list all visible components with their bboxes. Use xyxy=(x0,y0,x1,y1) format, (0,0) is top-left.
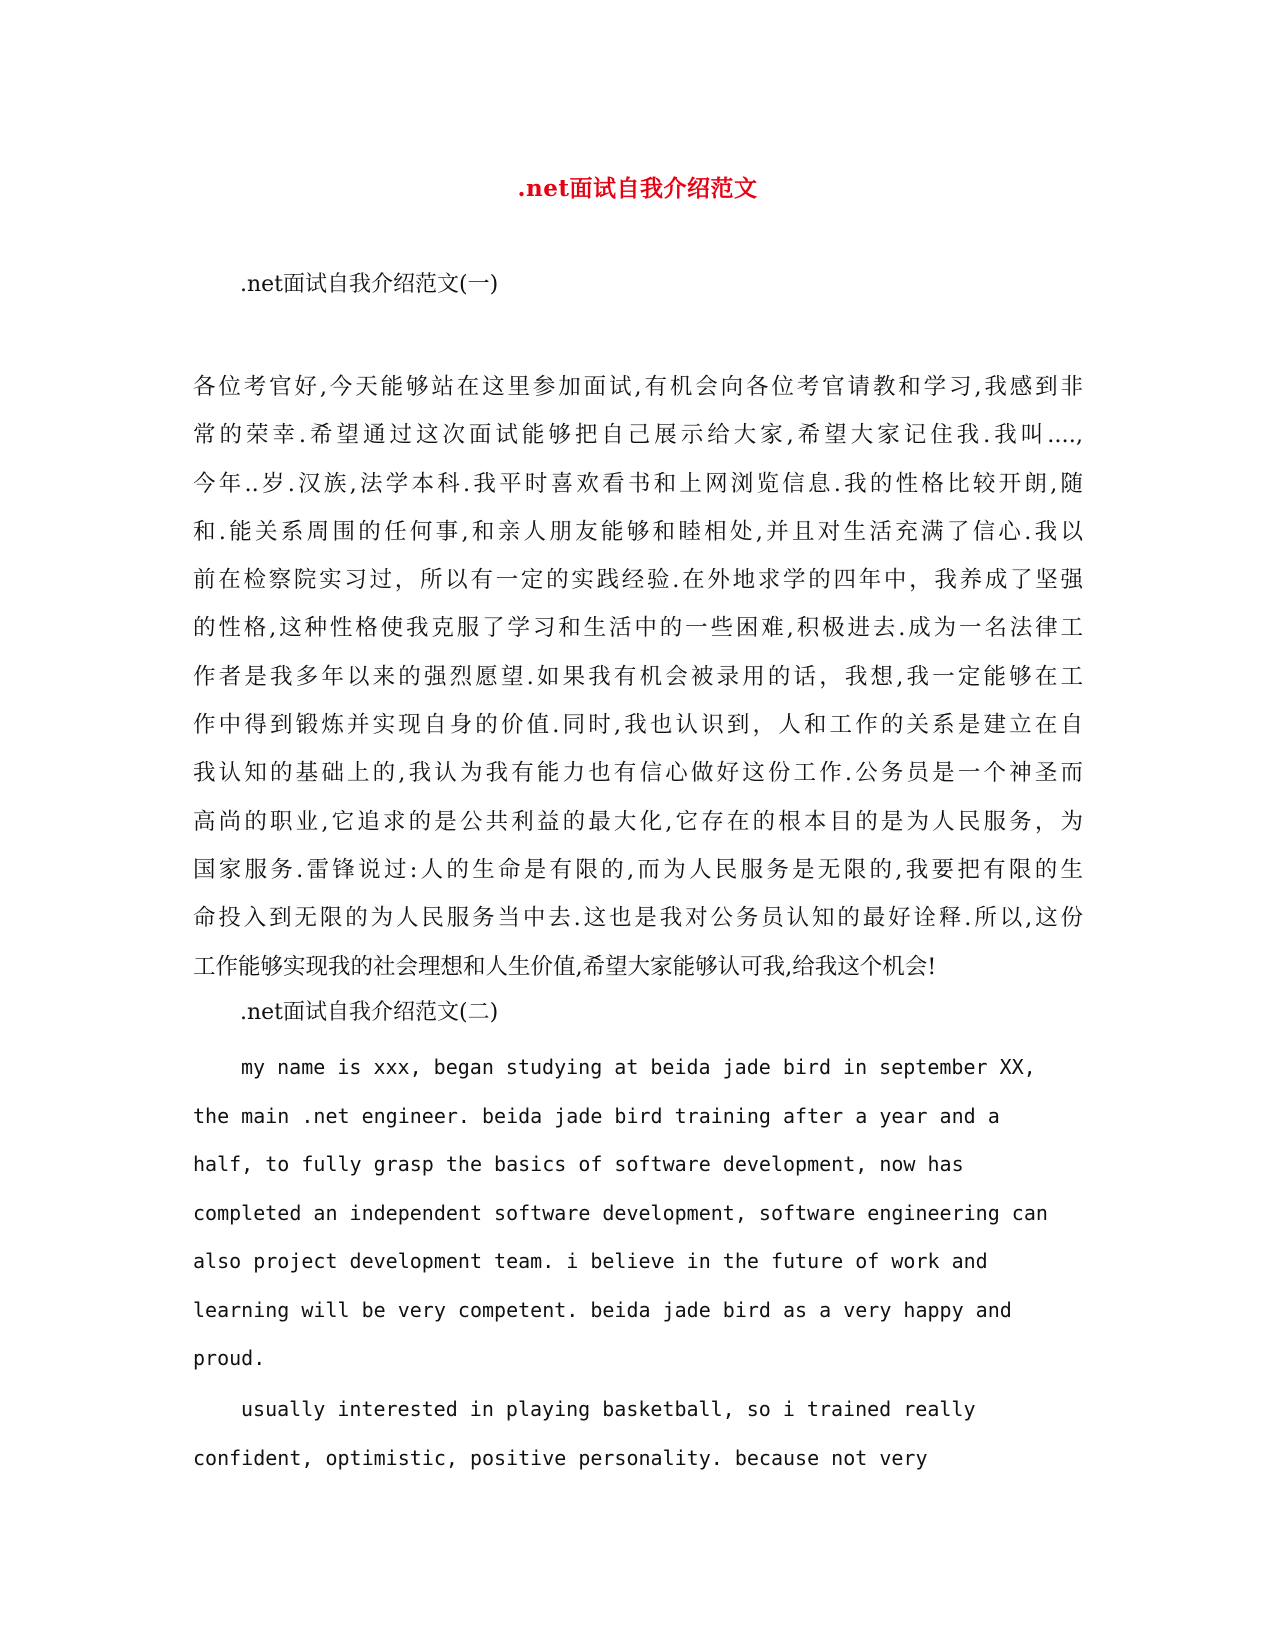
section-heading-2: .net面试自我介绍范文(二) xyxy=(240,1000,499,1025)
paragraph-line: proud. xyxy=(193,1346,266,1370)
section-heading-1: .net面试自我介绍范文(一) xyxy=(240,272,499,297)
paragraph-line: confident, optimistic, positive personality. because not very xyxy=(193,1445,928,1470)
paragraph-line: my name is xxx, began studying at beida jade bird in september XX, xyxy=(241,1055,1036,1079)
paragraph-line: 高尚的职业,它追求的是公共利益的最大化,它存在的根本目的是为人民服务，为 xyxy=(193,808,1083,835)
paragraph-line: 前在检察院实习过，所以有一定的实践经验.在外地求学的四年中，我养成了坚强 xyxy=(193,567,1083,594)
paragraph-line: also project development team. i believe in the future of work and xyxy=(193,1249,988,1273)
paragraph-line: 各位考官好,今天能够站在这里参加面试,有机会向各位考官请教和学习,我感到非 xyxy=(193,374,1083,400)
paragraph-line: 我认知的基础上的,我认为我有能力也有信心做好这份工作.公务员是一个神圣而 xyxy=(193,760,1083,787)
paragraph-line: 命投入到无限的为人民服务当中去.这也是我对公务员认知的最好诠释.所以,这份 xyxy=(193,905,1083,932)
paragraph-line: 和.能关系周围的任何事,和亲人朋友能够和睦相处,并且对生活充满了信心.我以 xyxy=(193,518,1083,545)
paragraph-line: 今年..岁.汉族,法学本科.我平时喜欢看书和上网浏览信息.我的性格比较开朗,随 xyxy=(193,470,1083,497)
paragraph-line: 作中得到锻炼并实现自身的价值.同时,我也认识到，人和工作的关系是建立在自 xyxy=(193,712,1083,739)
paragraph-line: the main .net engineer. beida jade bird training after a year and a xyxy=(193,1103,1000,1128)
section-1-paragraph xyxy=(193,363,1083,991)
paragraph-line: usually interested in playing basketball, so i trained really xyxy=(241,1397,976,1421)
paragraph-line: learning will be very competent. beida jade bird as a very happy and xyxy=(193,1297,1012,1322)
paragraph-line: 工作能够实现我的社会理想和人生价值,希望大家能够认可我,给我这个机会! xyxy=(193,953,937,980)
paragraph-line: 国家服务.雷锋说过:人的生命是有限的,而为人民服务是无限的,我要把有限的生 xyxy=(193,856,1083,883)
paragraph-line: completed an independent software development, software engineering can xyxy=(193,1200,1048,1225)
paragraph-line: 常的荣幸.希望通过这次面试能够把自己展示给大家,希望大家记住我.我叫...., xyxy=(193,422,1083,449)
section-2-paragraph-1 xyxy=(193,1043,1083,1383)
section-2-paragraph-2 xyxy=(193,1385,1083,1482)
paragraph-line: half, to fully grasp the basics of software development, now has xyxy=(193,1152,964,1176)
paragraph-line: 作者是我多年以来的强烈愿望.如果我有机会被录用的话，我想,我一定能够在工 xyxy=(193,663,1083,690)
document-title: .net面试自我介绍范文 xyxy=(517,175,758,202)
paragraph-line: 的性格,这种性格使我克服了学习和生活中的一些困难,积极进去.成为一名法律工 xyxy=(193,615,1083,642)
